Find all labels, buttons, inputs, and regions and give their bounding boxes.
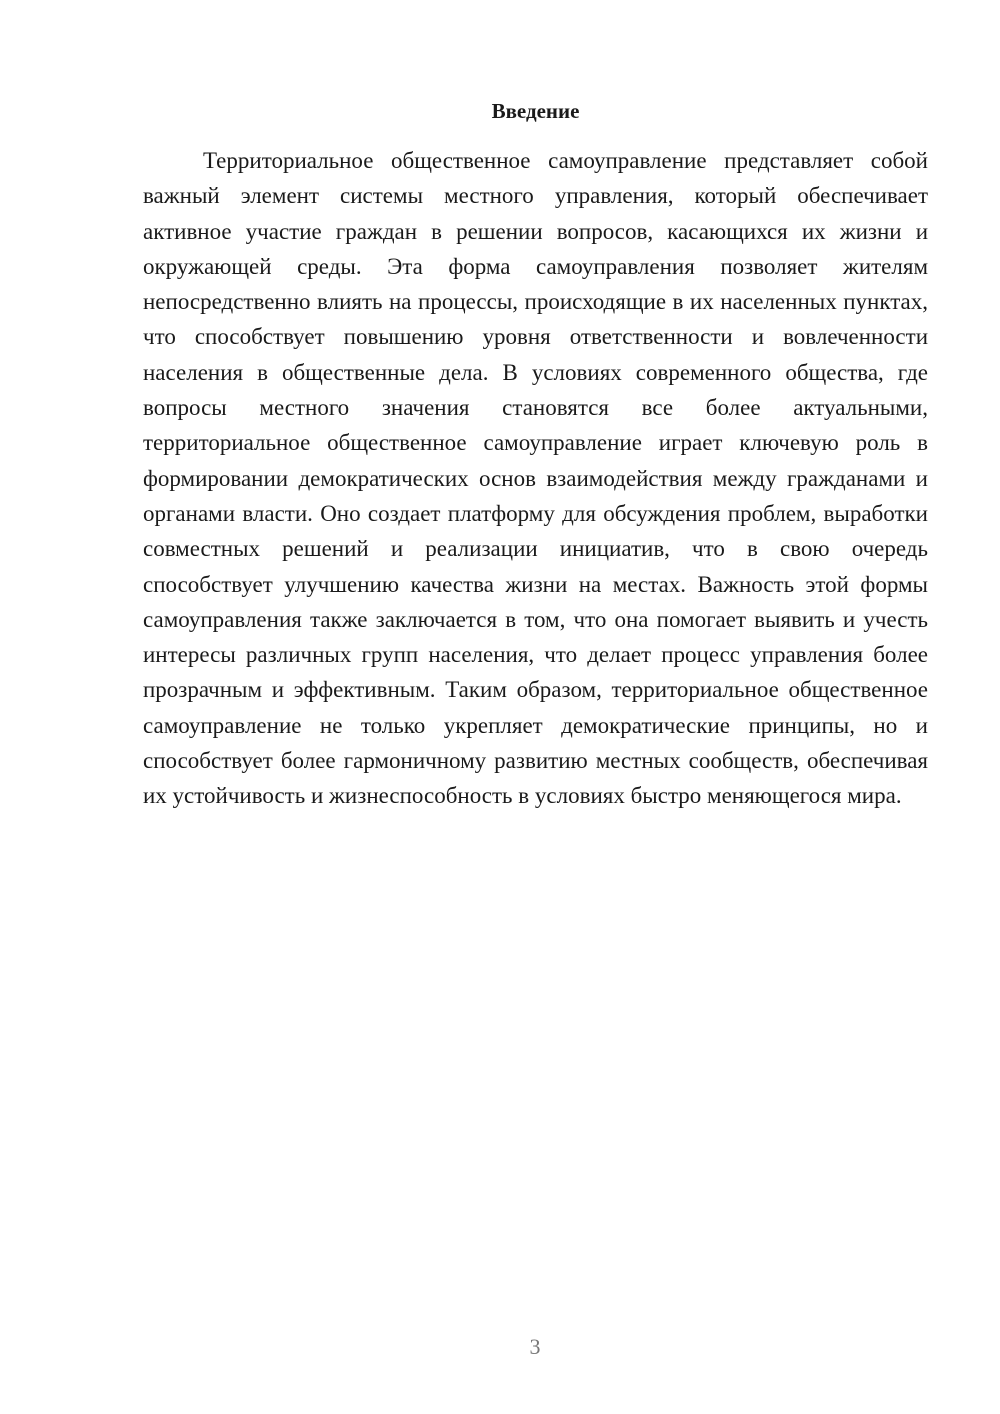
page-number: 3 <box>529 1334 541 1359</box>
body-paragraph: Территориальное общественное самоуправление представляет собой важный элемент системы местного управления, который обеспечивает активное участие граждан в решении вопросов, касающихся их жизни и окружающей среды. Эта форма самоуправления позволяет жителям непосредственно влиять на процессы, происходящие в их населенных пунктах, что способствует повышению уровня ответственности и вовлеченности населения в общественные дела. В условиях современного общества, где вопросы местного значения становятся все более актуальными, территориальное общественное самоуправление играет ключевую роль в формировании демократических основ взаимодействия между гражданами и органами власти. Оно создает платформу для обсуждения проблем, выработки совместных решений и реализации инициатив, что в свою очередь способствует улучшению качества жизни на местах. Важность этой формы самоуправления также заключается в том, что она помогает выявить и учесть интересы различных групп населения, что делает процесс управления более прозрачным и эффективным. Таким образом, территориальное общественное самоуправление не только укрепляет демократические принципы, но и способствует более гармоничному развитию местных сообществ, обеспечивая их устойчивость и жизнеспособность в условиях быстро меняющегося мира. <box>143 148 928 809</box>
section-heading: Введение <box>491 99 580 123</box>
